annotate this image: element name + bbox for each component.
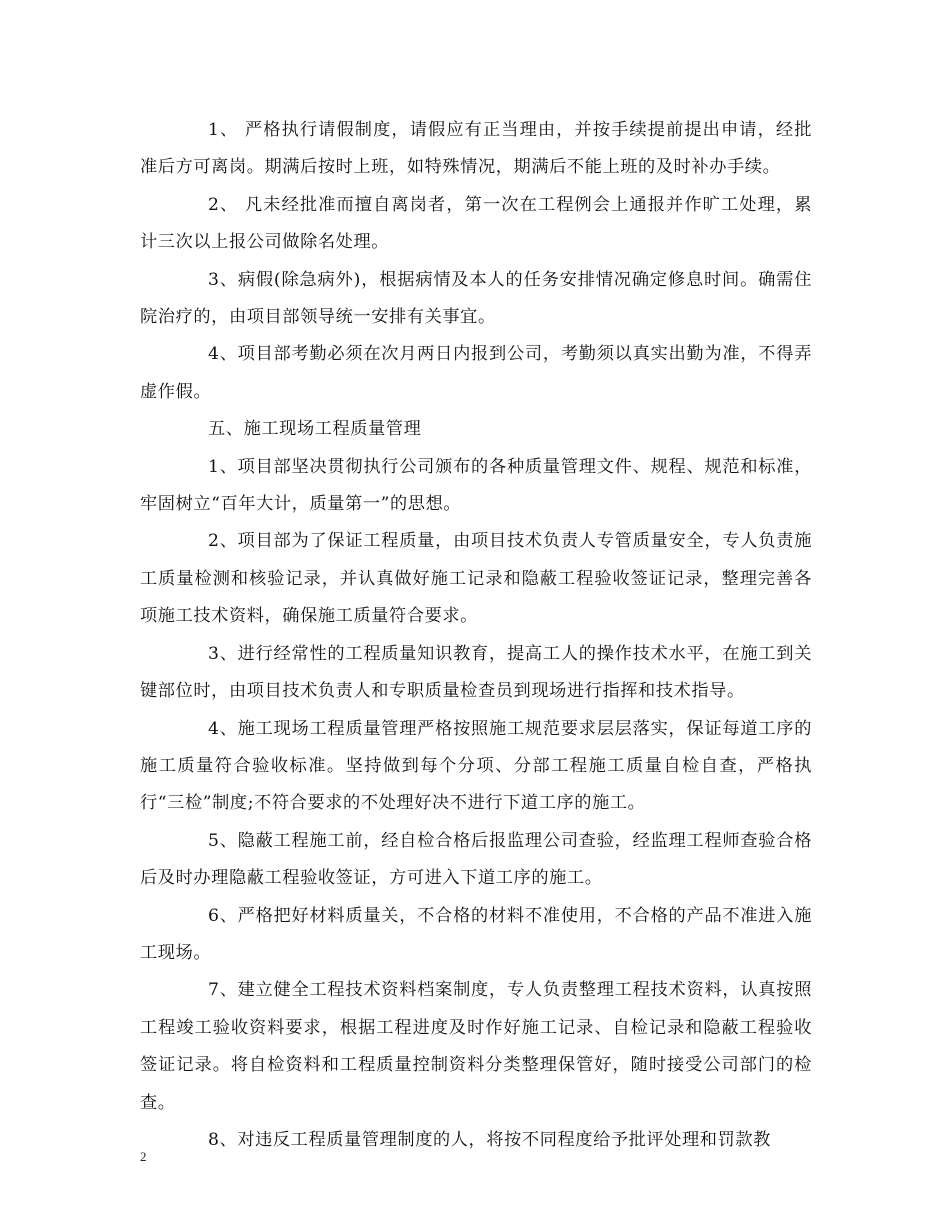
- paragraph-quality-rule-8: 8、对违反工程质量管理制度的人，将按不同程度给予批评处理和罚款教: [208, 1129, 771, 1150]
- paragraph-quality-rule-4: 4、施工现场工程质量管理严格按照施工规范要求层层落实，保证每道工序的施工质量符合验收标准。坚持做到每个分项、分部工程施工质量自检自查，严格执行“三检”制度;不符合要求的不处理好决不进行下道工序的施工。: [140, 718, 812, 814]
- paragraph-leave-rule-4: 4、项目部考勤必须在次月两日内报到公司，考勤须以真实出勤为准，不得弄虚作假。: [140, 344, 812, 402]
- paragraph-quality-rule-2: 2、项目部为了保证工程质量，由项目技术负责人专管质量安全，专人负责施工质量检测和核验记录，并认真做好施工记录和隐蔽工程验收签证记录，整理完善各项施工技术资料，确保施工质量符合要求。: [140, 531, 812, 627]
- paragraph-leave-rule-2: 2、 凡未经批准而擅自离岗者，第一次在工程例会上通报并作旷工处理，累计三次以上报公司做除名处理。: [140, 194, 812, 253]
- document-body: [140, 112, 812, 1159]
- paragraph-leave-rule-3: 3、病假(除急病外)，根据病情及本人的任务安排情况确定修息时间。确需住院治疗的，由项目部领导统一安排有关事宜。: [140, 269, 812, 328]
- paragraph-quality-rule-7: 7、建立健全工程技术资料档案制度，专人负责整理工程技术资料，认真按照工程竣工验收资料要求，根据工程进度及时作好施工记录、自检记录和隐蔽工程验收签证记录。将自检资料和工程质量控制资料分类整理保管好，随时接受公司部门的检查。: [140, 980, 812, 1113]
- paragraph-leave-rule-1: 1、 严格执行请假制度，请假应有正当理由，并按手续提前提出申请，经批准后方可离岗。期满后按时上班，如特殊情况，期满后不能上班的及时补办手续。: [140, 120, 812, 178]
- paragraph-quality-rule-6: 6、严格把好材料质量关，不合格的材料不准使用，不合格的产品不准进入施工现场。: [140, 905, 812, 963]
- paragraph-quality-rule-3: 3、进行经常性的工程质量知识教育，提高工人的操作技术水平，在施工到关键部位时，由项目技术负责人和专职质量检查员到现场进行指挥和技术指导。: [140, 643, 812, 702]
- section-heading-quality-management: 五、施工现场工程质量管理: [208, 419, 422, 440]
- paragraph-quality-rule-5: 5、隐蔽工程施工前，经自检合格后报监理公司查验，经监理工程师查验合格后及时办理隐蔽工程验收签证，方可进入下道工序的施工。: [140, 830, 812, 889]
- paragraph-quality-rule-1: 1、项目部坚决贯彻执行公司颁布的各种质量管理文件、规程、规范和标准，牢固树立“百年大计，质量第一”的思想。: [140, 456, 812, 515]
- page-number: 2: [140, 1149, 147, 1164]
